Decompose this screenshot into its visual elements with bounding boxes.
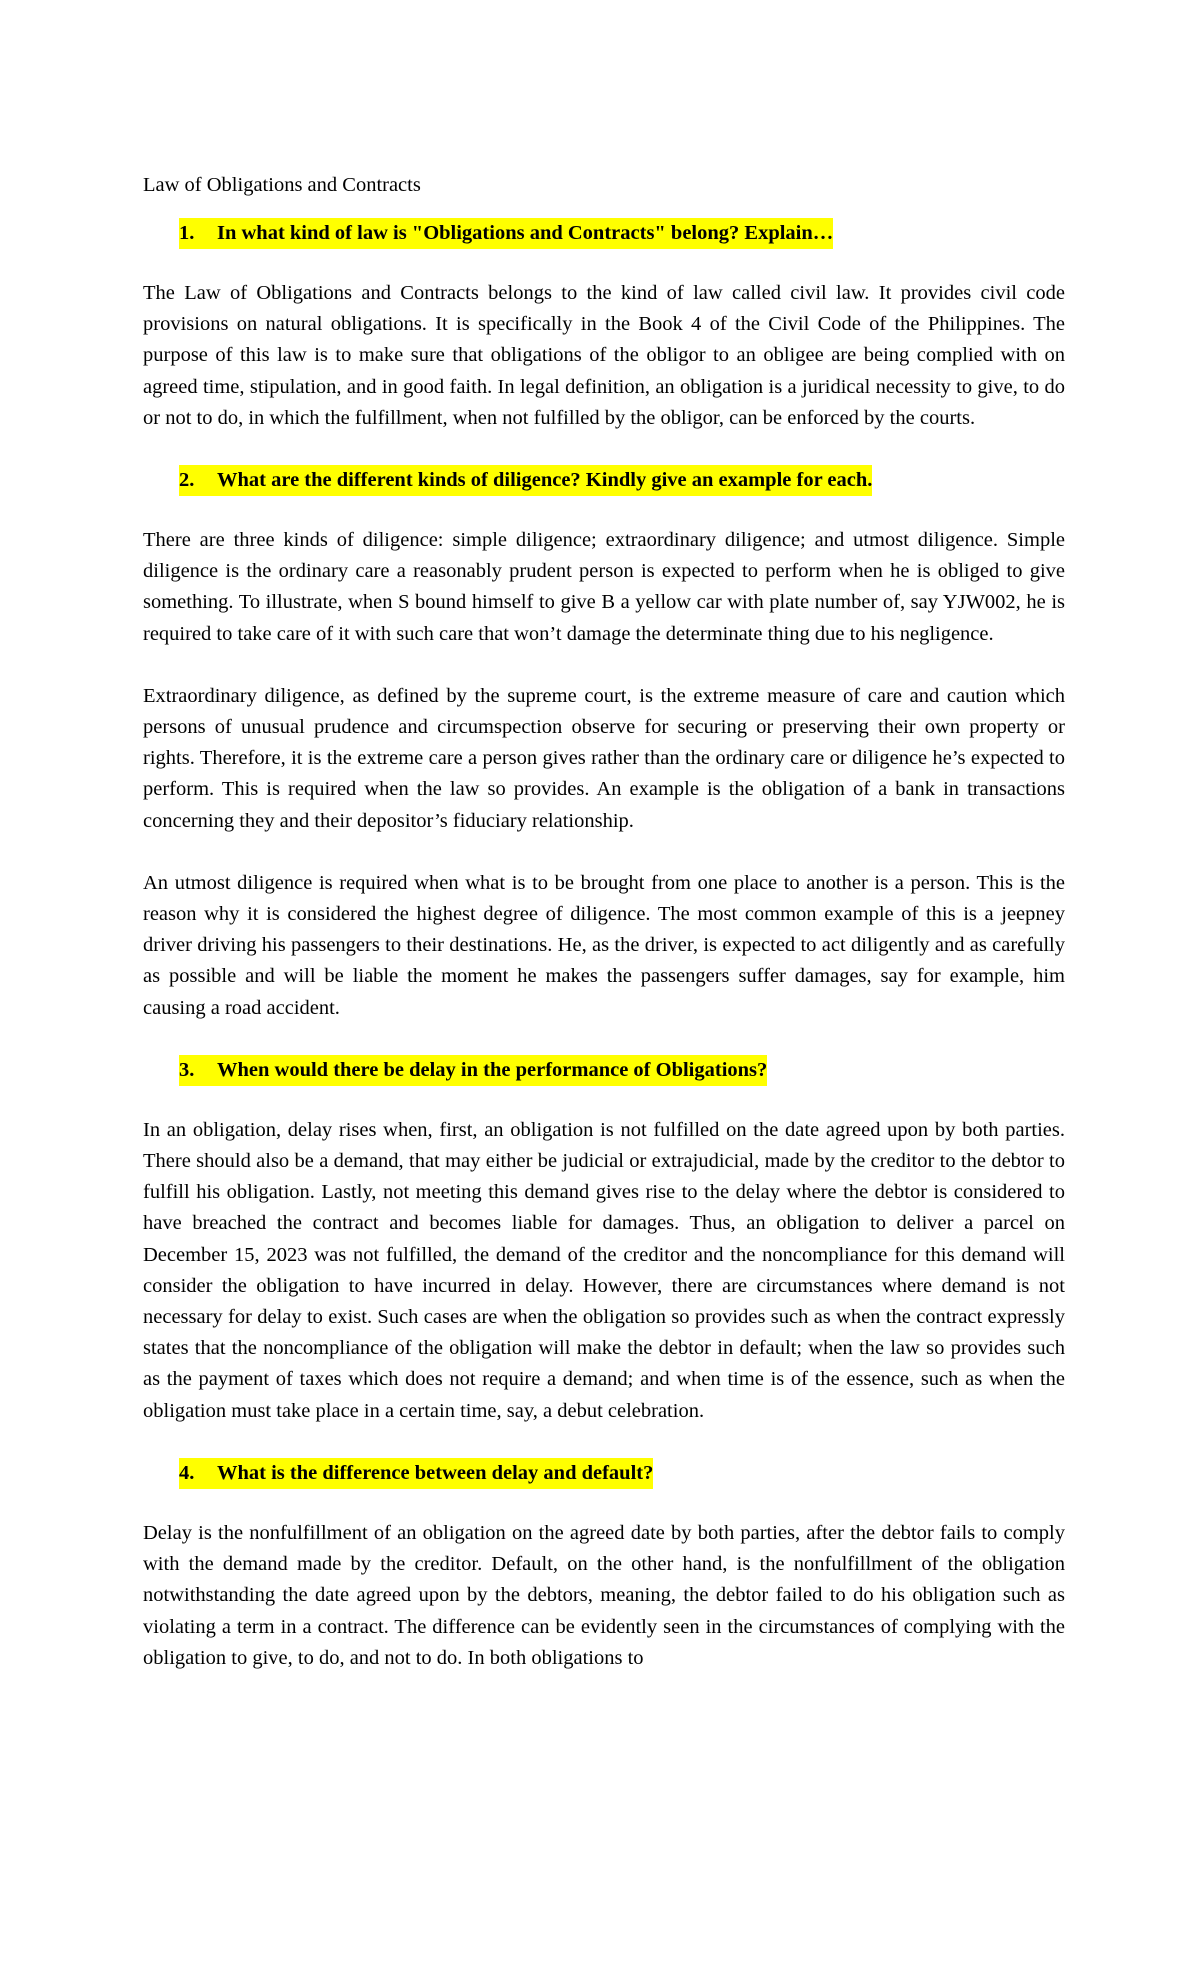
question-number: 1. — [179, 218, 217, 249]
question-heading-4 — [143, 1458, 1065, 1489]
question-text: What are the different kinds of diligence? Kindly give an example for each. — [217, 465, 872, 496]
question-heading-3 — [143, 1055, 1065, 1086]
question-text: When would there be delay in the performance of Obligations? — [217, 1055, 767, 1086]
document-title: Law of Obligations and Contracts — [143, 174, 421, 196]
question-number: 3. — [179, 1055, 217, 1086]
question-text: What is the difference between delay and default? — [217, 1458, 653, 1489]
question-number: 4. — [179, 1458, 217, 1489]
answer-paragraph: There are three kinds of diligence: simple diligence; extraordinary diligence; and utmost diligence. Simple diligence is the ordinary care a reasonably prudent person is expected to perform when he is obliged to give something. To illustrate, when S bound himself to give B a yellow car with plate number of, say YJW002, he is required to take care of it with such care that won’t damage the determinate thing due to his negligence. — [143, 529, 1065, 645]
document-page — [143, 170, 1065, 1674]
question-number: 2. — [179, 465, 217, 496]
question-text: In what kind of law is "Obligations and Contracts" belong? Explain… — [217, 218, 833, 249]
answer-paragraph: Extraordinary diligence, as defined by the supreme court, is the extreme measure of care and caution which persons of unusual prudence and circumspection observe for securing or preserving their own property or rights. Therefore, it is the extreme care a person gives rather than the ordinary care or diligence he’s expected to perform. This is required when the law so provides. An example is the obligation of a bank in transactions concerning they and their depositor’s fiduciary relationship. — [143, 684, 1065, 832]
answer-paragraph: Delay is the nonfulfillment of an obligation on the agreed date by both parties, after the debtor fails to comply with the demand made by the creditor. Default, on the other hand, is the nonfulfillment of the obligation notwithstanding the date agreed upon by the debtors, meaning, the debtor failed to do his obligation such as violating a term in a contract. The difference can be evidently seen in the circumstances of complying with the obligation to give, to do, and not to do. In both obligations to — [143, 1521, 1065, 1669]
question-heading-1 — [143, 218, 1065, 249]
answer-paragraph: The Law of Obligations and Contracts belongs to the kind of law called civil law. It provides civil code provisions on natural obligations. It is specifically in the Book 4 of the Civil Code of the Philippines. The purpose of this law is to make sure that obligations of the obligor to an obligee are being complied with on agreed time, stipulation, and in good faith. In legal definition, an obligation is a juridical necessity to give, to do or not to do, in which the fulfillment, when not fulfilled by the obligor, can be enforced by the courts. — [143, 282, 1065, 429]
answer-paragraph: An utmost diligence is required when what is to be brought from one place to another is a person. This is the reason why it is considered the highest degree of diligence. The most common example of this is a jeepney driver driving his passengers to their destinations. He, as the driver, is expected to act diligently and as carefully as possible and will be liable the moment he makes the passengers suffer damages, say for example, him causing a road accident. — [143, 871, 1065, 1019]
question-heading-2 — [143, 465, 1065, 496]
answer-paragraph: In an obligation, delay rises when, first, an obligation is not fulfilled on the date agreed upon by both parties. There should also be a demand, that may either be judicial or extrajudicial, made by the creditor to the debtor to fulfill his obligation. Lastly, not meeting this demand gives rise to the delay where the debtor is considered to have breached the contract and becomes liable for damages. Thus, an obligation to deliver a parcel on December 15, 2023 was not fulfilled, the demand of the creditor and the noncompliance for this demand will consider the obligation to have incurred in delay. However, there are circumstances where demand is not necessary for delay to exist. Such cases are when the obligation so provides such as when the contract expressly states that the noncompliance of the obligation will make the debtor in default; when the law so provides such as the payment of taxes which does not require a demand; and when time is of the essence, such as when the obligation must take place in a certain time, say, a debut celebration. — [143, 1118, 1065, 1422]
